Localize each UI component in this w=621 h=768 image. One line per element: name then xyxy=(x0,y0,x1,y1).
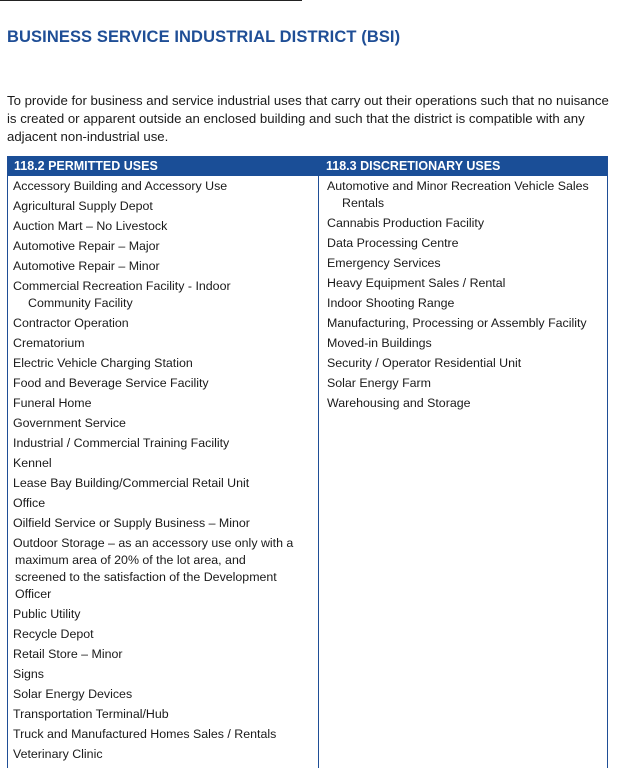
top-rule xyxy=(0,0,302,1)
page-title: BUSINESS SERVICE INDUSTRIAL DISTRICT (BSI) xyxy=(7,28,401,46)
list-item-text: Cannabis Production Facility xyxy=(327,216,485,230)
list-item-text: Government Service xyxy=(13,416,126,430)
permitted-uses-header: 118.2 PERMITTED USES xyxy=(14,159,158,173)
list-item-text: Signs xyxy=(13,667,44,681)
list-item-text: Veterinary Clinic xyxy=(13,747,103,761)
list-item xyxy=(13,706,313,723)
list-item xyxy=(327,275,607,292)
list-item xyxy=(327,255,607,272)
list-item xyxy=(13,278,313,312)
list-item-text: Manufacturing, Processing or Assembly Facility xyxy=(327,316,587,330)
list-item xyxy=(327,215,607,232)
list-item xyxy=(13,355,313,372)
list-item xyxy=(13,746,313,763)
list-item xyxy=(13,515,313,532)
uses-table xyxy=(7,156,608,768)
list-item xyxy=(13,198,313,215)
list-item xyxy=(327,235,607,252)
list-item xyxy=(327,315,607,332)
list-item xyxy=(13,626,313,643)
list-item xyxy=(13,315,313,332)
list-item-text: Kennel xyxy=(13,456,52,470)
list-item xyxy=(13,666,313,683)
list-item-text: Food and Beverage Service Facility xyxy=(13,376,209,390)
list-item-text: Security / Operator Residential Unit xyxy=(327,356,522,370)
list-item-text: Commercial Recreation Facility - Indoor xyxy=(13,279,231,293)
list-item xyxy=(13,415,313,432)
list-item-text: Oilfield Service or Supply Business – Minor xyxy=(13,516,250,530)
list-item xyxy=(13,178,313,195)
list-item xyxy=(13,475,313,492)
list-item xyxy=(13,495,313,512)
list-item-text: Public Utility xyxy=(13,607,81,621)
discretionary-uses-header: 118.3 DISCRETIONARY USES xyxy=(326,159,501,173)
list-item-text: Community Facility xyxy=(28,296,133,310)
list-item-text: Emergency Services xyxy=(327,256,441,270)
list-item xyxy=(13,535,313,603)
list-item xyxy=(13,238,313,255)
list-item-text: Warehousing and Storage xyxy=(327,396,471,410)
list-item xyxy=(327,295,607,312)
list-item-text: Retail Store – Minor xyxy=(13,647,123,661)
list-item-text: Recycle Depot xyxy=(13,627,94,641)
list-item-text: Truck and Manufactured Homes Sales / Rentals xyxy=(13,727,277,741)
list-item xyxy=(13,435,313,452)
table-header-row xyxy=(8,156,607,176)
list-item-text: Agricultural Supply Depot xyxy=(13,199,153,213)
list-item xyxy=(13,455,313,472)
list-item xyxy=(13,258,313,275)
list-item-text: Transportation Terminal/Hub xyxy=(13,707,169,721)
list-item-text: Lease Bay Building/Commercial Retail Unit xyxy=(13,476,250,490)
list-item xyxy=(13,218,313,235)
intro-paragraph: To provide for business and service industrial uses that carry out their operations such that no nuisance is created or apparent outside an enclosed building and such that the district is compatible with any adjacent non-industrial use. xyxy=(7,93,609,144)
list-item-text: Outdoor Storage – as an accessory use only with a xyxy=(13,536,294,550)
list-item-text: Accessory Building and Accessory Use xyxy=(13,179,228,193)
list-item xyxy=(13,606,313,623)
discretionary-uses-list xyxy=(327,178,607,415)
list-item-text: Electric Vehicle Charging Station xyxy=(13,356,193,370)
list-item-text: Heavy Equipment Sales / Rental xyxy=(327,276,506,290)
list-item-text: screened to the satisfaction of the Development xyxy=(15,570,277,584)
list-item-text: Automotive and Minor Recreation Vehicle Sales xyxy=(327,179,589,193)
list-item-text: Rentals xyxy=(342,196,385,210)
list-item-text: Data Processing Centre xyxy=(327,236,459,250)
list-item xyxy=(327,375,607,392)
list-item-text: Funeral Home xyxy=(13,396,92,410)
list-item xyxy=(13,726,313,743)
list-item-text: Crematorium xyxy=(13,336,85,350)
list-item xyxy=(13,646,313,663)
list-item-text: Officer xyxy=(15,587,52,601)
list-item xyxy=(327,178,607,212)
list-item-text: Contractor Operation xyxy=(13,316,129,330)
list-item xyxy=(327,335,607,352)
list-item-text: Auction Mart – No Livestock xyxy=(13,219,168,233)
list-item-text: Automotive Repair – Minor xyxy=(13,259,160,273)
list-item-text: Solar Energy Devices xyxy=(13,687,133,701)
list-item-text: Office xyxy=(13,496,46,510)
list-item xyxy=(327,355,607,372)
list-item xyxy=(13,686,313,703)
list-item xyxy=(13,335,313,352)
list-item-text: Automotive Repair – Major xyxy=(13,239,160,253)
list-item-text: Industrial / Commercial Training Facility xyxy=(13,436,230,450)
permitted-uses-list xyxy=(13,178,313,766)
list-item-text: Solar Energy Farm xyxy=(327,376,431,390)
list-item-text: maximum area of 20% of the lot area, and xyxy=(15,553,246,567)
list-item-text: Indoor Shooting Range xyxy=(327,296,455,310)
list-item-text: Moved-in Buildings xyxy=(327,336,432,350)
list-item xyxy=(327,395,607,412)
column-divider xyxy=(318,176,319,768)
list-item xyxy=(13,375,313,392)
list-item xyxy=(13,395,313,412)
